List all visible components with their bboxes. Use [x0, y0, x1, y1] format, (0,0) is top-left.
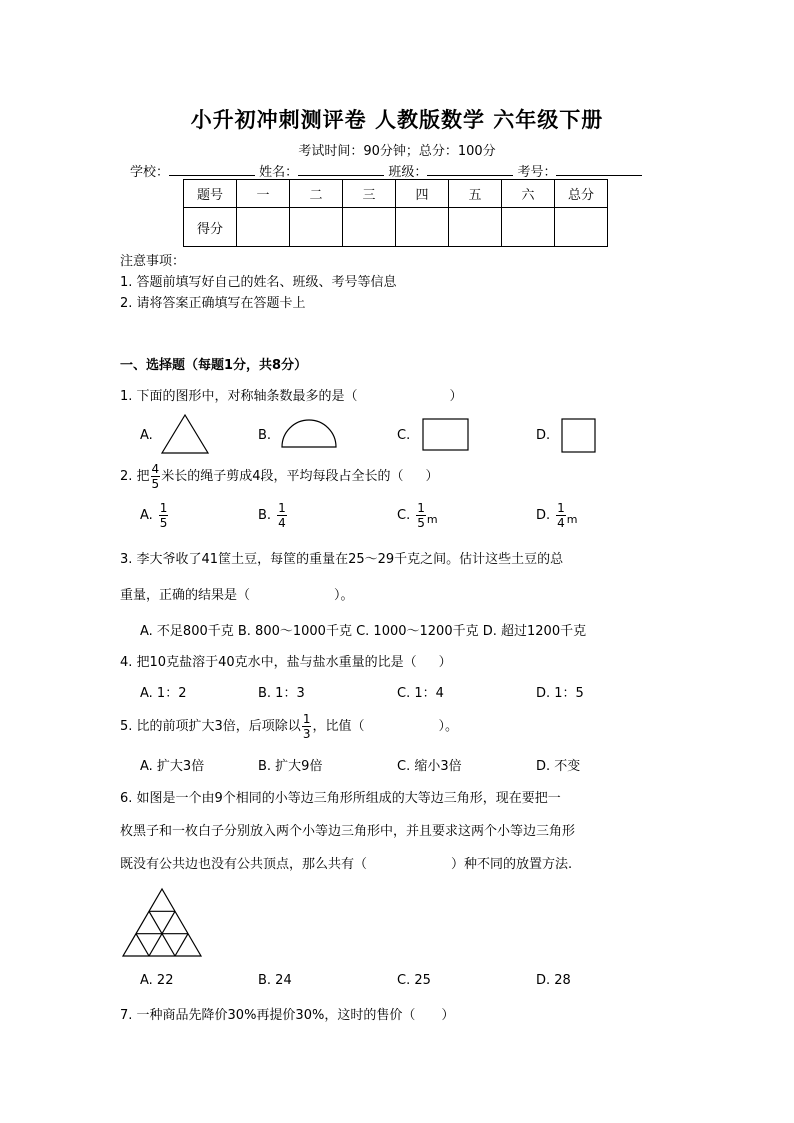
option-d — [536, 502, 578, 529]
score-table — [183, 179, 608, 247]
table-header-cell: 六 — [502, 180, 555, 208]
table-header-cell: 总分 — [555, 180, 608, 208]
option-a: A. 扩大3倍 — [140, 759, 205, 774]
option-d: D. 28 — [536, 973, 571, 988]
question-3-line-1: 3. 李大爷收了41筐土豆，每筐的重量在25～29千克之间。估计这些土豆的总 — [120, 552, 564, 567]
denominator: 5 — [417, 516, 425, 530]
score-cell[interactable] — [396, 208, 449, 247]
option-b: B. — [258, 428, 272, 443]
score-cell[interactable] — [555, 208, 608, 247]
score-cell[interactable] — [290, 208, 343, 247]
option-d: D. — [536, 428, 551, 443]
table-header-cell: 四 — [396, 180, 449, 208]
option-c: C. — [397, 428, 411, 443]
square-figure — [561, 418, 597, 454]
numerator: 1 — [302, 712, 311, 726]
fraction — [416, 502, 426, 529]
name-field[interactable] — [298, 161, 384, 176]
number-label: 考号： — [517, 165, 557, 180]
question-3-options: A. 不足800千克 B. 800～1000千克 C. 1000～1200千克 D. 超过1200千克 — [140, 624, 587, 639]
paren-close: ） — [438, 655, 452, 670]
numerator: 1 — [159, 501, 168, 515]
score-cell[interactable] — [343, 208, 396, 247]
score-row-label: 得分 — [184, 208, 237, 247]
triangle-grid-figure — [121, 887, 203, 959]
question-text: 重量，正确的结果是（ — [120, 588, 251, 603]
table-header-cell: 五 — [449, 180, 502, 208]
option-d: D. 不变 — [536, 759, 581, 774]
option-label: A. — [140, 508, 153, 523]
paren-close: ）。 — [438, 719, 458, 734]
question-text: 1. 下面的图形中，对称轴条数最多的是（ — [120, 389, 358, 404]
table-header-cell: 三 — [343, 180, 396, 208]
question-text: 2. 把 — [120, 469, 150, 484]
fraction — [302, 713, 312, 740]
denominator: 4 — [557, 516, 565, 530]
numerator: 4 — [151, 462, 160, 476]
question-6-line-2: 枚黑子和一枚白子分别放入两个小等边三角形中，并且要求这两个小等边三角形 — [120, 824, 576, 839]
question-7 — [120, 1004, 454, 1023]
option-c — [397, 502, 438, 529]
question-2 — [120, 463, 438, 490]
semicircle-figure — [280, 418, 338, 450]
paren-close: ）。 — [334, 588, 354, 603]
score-cell[interactable] — [237, 208, 290, 247]
school-label: 学校： — [130, 165, 170, 180]
fraction — [556, 502, 566, 529]
option-b: B. 1：3 — [258, 686, 305, 701]
paren-close: ） — [425, 469, 439, 484]
exam-subtitle: 考试时间：90分钟；总分：100分 — [298, 144, 496, 159]
number-field[interactable] — [556, 161, 642, 176]
question-text: 5. 比的前项扩大3倍，后项除以 — [120, 719, 301, 734]
paren-close: ） — [441, 1008, 455, 1023]
section-heading: 一、选择题（每题1分，共8分） — [120, 358, 308, 373]
question-text: 米长的绳子剪成4段，平均每段占全长的（ — [161, 469, 404, 484]
note-item: 1. 答题前填写好自己的姓名、班级、考号等信息 — [120, 275, 397, 290]
class-label: 班级： — [388, 165, 428, 180]
fraction — [159, 502, 169, 529]
table-header-cell: 二 — [290, 180, 343, 208]
paren-close: ） — [449, 389, 463, 404]
question-5 — [120, 713, 458, 740]
numerator: 1 — [278, 501, 286, 515]
info-line — [130, 161, 642, 180]
question-4 — [120, 651, 452, 670]
option-label: C. — [397, 508, 411, 523]
class-field[interactable] — [427, 161, 513, 176]
name-label: 姓名： — [259, 165, 299, 180]
fraction — [151, 463, 161, 490]
option-b: B. 扩大9倍 — [258, 759, 323, 774]
option-label: B. — [258, 508, 272, 523]
numerator: 1 — [417, 501, 425, 515]
question-text: ）种不同的放置方法. — [451, 857, 573, 872]
fraction — [277, 502, 287, 529]
denominator: 5 — [151, 477, 160, 491]
denominator: 4 — [278, 516, 286, 530]
question-text: 既没有公共边也没有公共顶点，那么共有（ — [120, 857, 368, 872]
option-a — [140, 502, 169, 529]
question-text: ，比值（ — [312, 719, 365, 734]
school-field[interactable] — [169, 161, 255, 176]
question-1 — [120, 385, 463, 404]
question-text: 4. 把10克盐溶于40克水中，盐与盐水重量的比是（ — [120, 655, 417, 670]
option-d: D. 1：5 — [536, 686, 584, 701]
option-label: D. — [536, 508, 551, 523]
option-c: C. 1：4 — [397, 686, 444, 701]
notes-heading: 注意事项： — [120, 254, 186, 269]
option-c: C. 缩小3倍 — [397, 759, 462, 774]
table-header-cell: 题号 — [184, 180, 237, 208]
option-b — [258, 502, 288, 529]
rectangle-figure — [422, 418, 470, 452]
option-a: A. 22 — [140, 973, 174, 988]
question-text: 7. 一种商品先降价30%再提价30%，这时的售价（ — [120, 1008, 416, 1023]
option-b: B. 24 — [258, 973, 292, 988]
table-header-cell: 一 — [237, 180, 290, 208]
page-title: 小升初冲刺测评卷 人教版数学 六年级下册 — [190, 107, 604, 132]
unit: m — [566, 513, 578, 526]
denominator: 5 — [159, 516, 168, 530]
denominator: 3 — [302, 727, 311, 741]
option-c: C. 25 — [397, 973, 431, 988]
score-cell[interactable] — [449, 208, 502, 247]
triangle-figure — [160, 413, 210, 455]
option-a: A. 1：2 — [140, 686, 187, 701]
unit: m — [426, 513, 438, 526]
question-3-line-2 — [120, 584, 354, 603]
score-cell[interactable] — [502, 208, 555, 247]
note-item: 2. 请将答案正确填写在答题卡上 — [120, 296, 306, 311]
numerator: 1 — [557, 501, 565, 515]
question-6-line-3 — [120, 853, 572, 872]
option-a: A. — [140, 428, 153, 443]
question-6-line-1: 6. 如图是一个由9个相同的小等边三角形所组成的大等边三角形，现在要把一 — [120, 791, 561, 806]
